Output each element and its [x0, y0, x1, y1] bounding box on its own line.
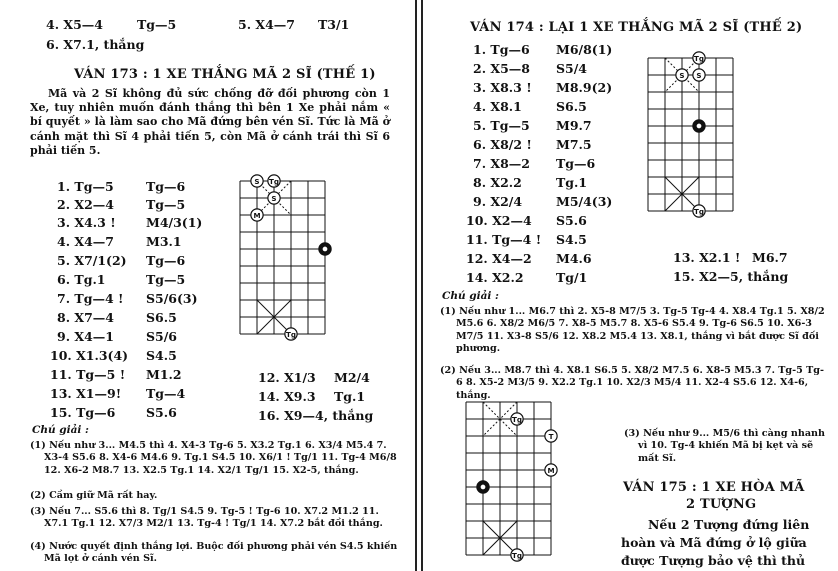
- piece-label: Tg: [512, 551, 522, 560]
- move-number: 10. X1.3(4): [50, 348, 129, 363]
- move-reply: S6.5: [146, 310, 177, 325]
- move-reply: Tg.1: [556, 175, 588, 190]
- piece-tg: [693, 205, 705, 217]
- piece-x: [477, 481, 489, 493]
- move-number: 4. X4—7: [57, 234, 114, 249]
- game-175-text: Nếu 2 Tượng đứng liên: [648, 517, 810, 532]
- piece-tg: [285, 328, 297, 340]
- move-number: 12. X4—2: [466, 251, 532, 266]
- game-175-text: hoàn và Mã đứng ở lộ giữa: [621, 535, 807, 550]
- piece-s: [676, 69, 688, 81]
- piece-label: T: [548, 432, 554, 441]
- move-reply: Tg—6: [146, 179, 186, 194]
- piece-tg: [693, 52, 705, 64]
- game-173-intro: Mã và 2 Sĩ không đủ sức chống đỡ đối phương còn 1 Xe, tuy nhiên muốn đánh thắng thì bên 1 Xe phải nắm « bí quyết » là làm sao cho Mã đứng bên vén Sĩ. Tức là Mã ở cánh mặt thì Sĩ 4 phải tiến 5, còn Mã ở cánh trái thì Sĩ 6 phải tiến 5.: [30, 87, 390, 157]
- piece-t: [545, 430, 557, 442]
- piece-s: [251, 175, 263, 187]
- move-number: 8. X2.2: [473, 175, 522, 190]
- move-reply: M4.6: [556, 251, 592, 266]
- move-text: 6. X7.1, thắng: [46, 37, 145, 52]
- move-number: 11. Tg—4 !: [466, 232, 542, 247]
- piece-label: Tg: [694, 54, 704, 63]
- piece-center: [697, 124, 702, 129]
- board-grid: [240, 181, 325, 334]
- move-number: 1. Tg—5: [57, 179, 114, 194]
- move-number: 12. X1/3: [258, 370, 316, 385]
- move-reply: Tg—5: [146, 272, 186, 287]
- piece-center: [323, 247, 328, 252]
- move-reply: M5/4(3): [556, 194, 613, 209]
- game-175-title: VÁN 175 : 1 XE HÒA MÃ: [623, 480, 805, 495]
- move-reply: M1.2: [146, 367, 182, 382]
- move-reply: M6/8(1): [556, 42, 613, 57]
- move-number: 10. X2—4: [466, 213, 532, 228]
- board-grid: [648, 58, 733, 211]
- move-number: 9. X2/4: [473, 194, 523, 209]
- move-number: 4. X8.1: [473, 99, 522, 114]
- note-4: (4) Nước quyết định thắng lợi. Buộc đối phương phải vén S4.5 khiến Mã lọt ở cánh vén Sĩ.: [30, 541, 398, 565]
- move-number: 2. X5—8: [473, 61, 530, 76]
- move-reply: M6.7: [752, 250, 788, 265]
- piece-m: [545, 464, 557, 476]
- piece-m: [251, 209, 263, 221]
- move-number: 5. Tg—5: [473, 118, 530, 133]
- piece-x: [693, 120, 705, 132]
- move-reply: Tg/1: [556, 270, 588, 285]
- note-3: (3) Nếu như 9... M5/6 thì càng nhanh vì 10. Tg-4 khiến Mã bị kẹt và sẽ mất Sĩ.: [624, 428, 825, 464]
- move-reply: M8.9(2): [556, 80, 613, 95]
- move-number: 16. X9—4, thắng: [258, 408, 374, 423]
- move-number: 6. Tg.1: [57, 272, 106, 287]
- left-page: [0, 0, 412, 571]
- move-reply: S5/6: [146, 329, 177, 344]
- board-grid: [466, 402, 551, 555]
- move-reply: M7.5: [556, 137, 592, 152]
- notes-title: Chú giải :: [442, 290, 499, 302]
- move-text: 5. X4—7: [238, 17, 295, 32]
- move-reply: S5.6: [146, 405, 177, 420]
- xiangqi-board: [638, 50, 794, 228]
- piece-label: M: [547, 466, 555, 475]
- game-175-text: được Tượng bảo vệ thì thủ: [621, 553, 806, 568]
- xiangqi-board: [232, 173, 384, 351]
- move-reply: M4/3(1): [146, 215, 203, 230]
- move-reply: Tg—6: [556, 156, 596, 171]
- move-number: 3. X8.3 !: [473, 80, 532, 95]
- move-text: T3/1: [318, 17, 350, 32]
- move-number: 11. Tg—5 !: [50, 367, 126, 382]
- game-174-title: VÁN 174 : LẠI 1 XE THẮNG MÃ 2 SĨ (THẾ 2): [470, 20, 803, 35]
- move-reply: M3.1: [146, 234, 182, 249]
- piece-label: Tg: [694, 207, 704, 216]
- note-1: (1) Nếu như 1... M6.7 thì 2. X5-8 M7/5 3. Tg-5 Tg-4 4. X8.4 Tg.1 5. X8/2 M5.6 6. X8/2 M6/5 7. X8-5 M5.7 8. X5-6 S5.4 9. Tg-6 S6.5 10. X6-3 M7/5 11. X3-8 S5/6 12. X8.2 M5.4 13. X8.1, thắng vì bắt được Sĩ đối phương.: [440, 306, 825, 355]
- move-reply: S6.5: [556, 99, 587, 114]
- move-reply: Tg—6: [146, 253, 186, 268]
- book-spine-divider: [412, 0, 426, 571]
- move-text: 4. X5—4: [46, 17, 103, 32]
- note-1: (1) Nếu như 3... M4.5 thì 4. X4-3 Tg-6 5. X3.2 Tg.1 6. X3/4 M5.4 7. X3-4 S5.6 8. X4-6 M4.6 9. Tg.1 S4.5 10. X6/1 ! Tg/1 11. Tg-4 M6/8 12. X6-2 M8.7 13. X2.5 Tg.1 14. X2/1 Tg/1 15. X2-5, thắng.: [30, 440, 397, 476]
- game-175-title-line2: 2 TƯỢNG: [686, 497, 757, 512]
- piece-label: Tg: [512, 415, 522, 424]
- note-2: (2) Nếu 3... M8.7 thì 4. X8.1 S6.5 5. X8/2 M7.5 6. X8-5 M5.3 7. Tg-5 Tg-6 8. X5-2 M3/5 9. X2.2 Tg.1 10. X2/3 M5/4 11. X2-4 S5.6 12. X4-6, thắng.: [440, 365, 824, 401]
- piece-label: Tg: [269, 177, 279, 186]
- piece-label: S: [696, 71, 702, 80]
- move-number: 7. Tg—4 !: [57, 291, 124, 306]
- game-173-title: VÁN 173 : 1 XE THẮNG MÃ 2 SĨ (THẾ 1): [74, 67, 376, 82]
- move-reply: S5.6: [556, 213, 587, 228]
- move-number: 15. X2—5, thắng: [673, 269, 789, 284]
- notes-title: Chú giải :: [32, 424, 89, 436]
- piece-s: [693, 69, 705, 81]
- piece-label: S: [271, 194, 277, 203]
- note-2: (2) Cầm giữ Mã rất hay.: [30, 490, 158, 501]
- move-number: 8. X7—4: [57, 310, 114, 325]
- piece-x: [319, 243, 331, 255]
- move-number: 14. X9.3: [258, 389, 316, 404]
- move-reply: M2/4: [334, 370, 370, 385]
- move-text: Tg—5: [137, 17, 177, 32]
- move-reply: Tg.1: [334, 389, 366, 404]
- move-number: 7. X8—2: [473, 156, 530, 171]
- piece-tg: [511, 549, 523, 561]
- piece-s: [268, 192, 280, 204]
- move-number: 14. X2.2: [466, 270, 524, 285]
- note-3: (3) Nếu 7... S5.6 thì 8. Tg/1 S4.5 9. Tg-5 ! Tg-6 10. X7.2 M1.2 11. X7.1 Tg.1 12. X7/3 M2/1 13. Tg-4 ! Tg/1 14. X7.2 bắt đồi thắng.: [30, 506, 383, 530]
- move-reply: M9.7: [556, 118, 592, 133]
- move-reply: Tg—5: [146, 197, 186, 212]
- move-number: 13. X2.1 !: [673, 250, 741, 265]
- move-number: 9. X4—1: [57, 329, 114, 344]
- move-number: 13. X1—9!: [50, 386, 122, 401]
- move-reply: S4.5: [556, 232, 587, 247]
- move-number: 3. X4.3 !: [57, 215, 116, 230]
- move-reply: S4.5: [146, 348, 177, 363]
- piece-tg: [511, 413, 523, 425]
- piece-center: [481, 485, 486, 490]
- move-number: 2. X2—4: [57, 197, 114, 212]
- move-number: 6. X8/2 !: [473, 137, 532, 152]
- piece-tg: [268, 175, 280, 187]
- xiangqi-board: [458, 394, 608, 571]
- piece-label: M: [253, 211, 261, 220]
- move-reply: S5/4: [556, 61, 587, 76]
- move-number: 15. Tg—6: [50, 405, 116, 420]
- move-reply: S5/6(3): [146, 291, 198, 306]
- move-number: 1. Tg—6: [473, 42, 530, 57]
- right-page: [426, 0, 838, 571]
- piece-label: Tg: [286, 330, 296, 339]
- piece-label: S: [254, 177, 260, 186]
- move-number: 5. X7/1(2): [57, 253, 127, 268]
- piece-label: S: [679, 71, 685, 80]
- move-reply: Tg—4: [146, 386, 186, 401]
